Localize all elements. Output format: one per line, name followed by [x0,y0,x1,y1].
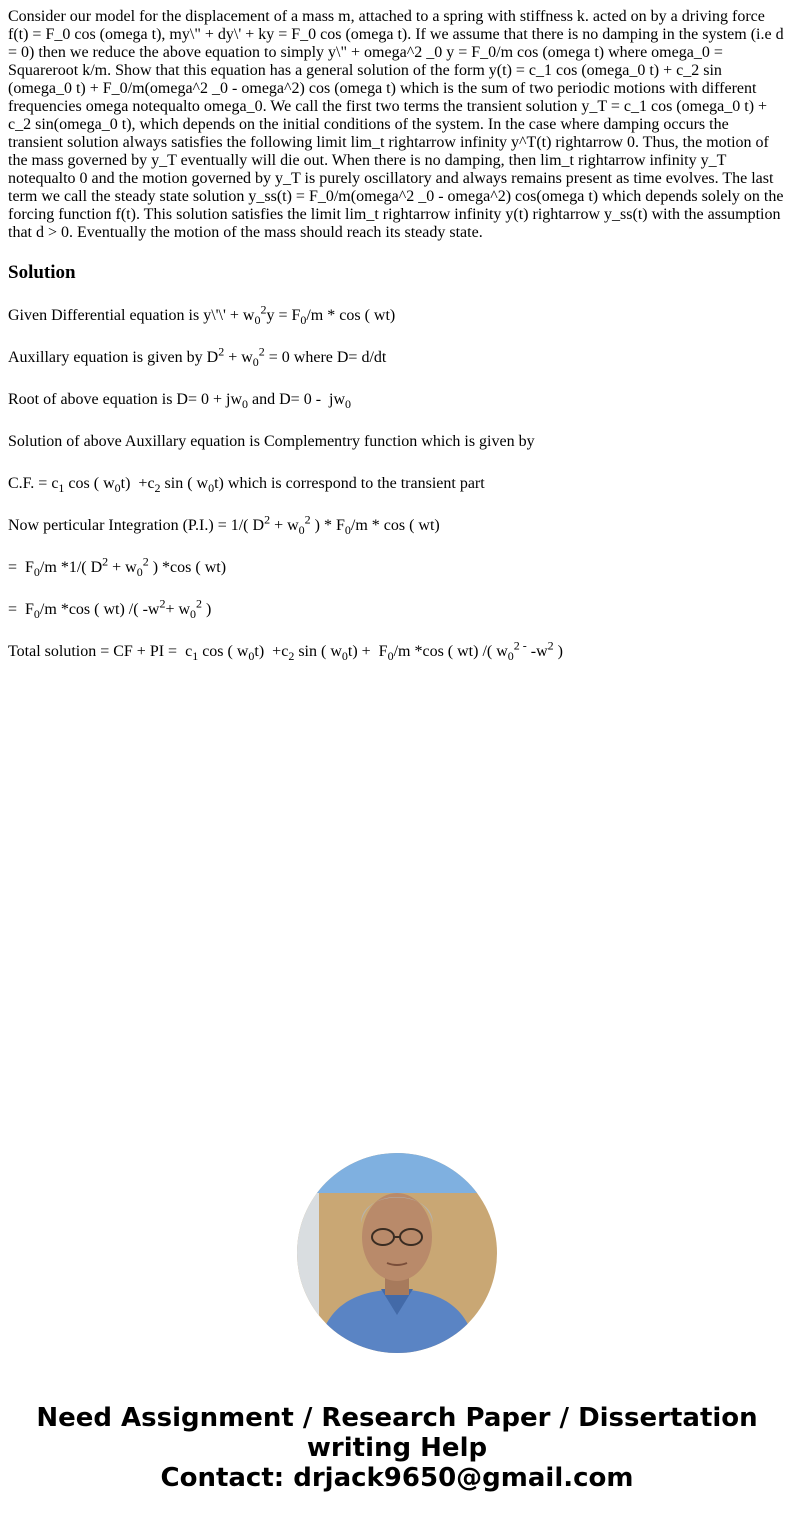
solution-steps [8,304,786,664]
portrait-image [297,1153,497,1353]
solution-step: Now perticular Integration (P.I.) = 1/( $D^2 + w_0^2$ ) * $F_0/m$ * cos ( wt) [8,512,440,538]
solution-step: = $F_0/m$ *1/( $D^2 + w_0^2$ ) *cos ( wt) [8,554,227,580]
footer-line-1: Need Assignment / Research Paper / Dissertation [36,1403,758,1433]
document-body [8,8,786,682]
solution-step: C.F. = $c_1$ cos ( $w_0t) +c_2$ sin ( $w_0t$) which is correspond to the transient part [8,475,485,496]
footer-call-to-action [0,1403,794,1493]
solution-step: Total solution = CF + PI = $c_1$ cos ( $w_0t) +c_2$ sin ( $w_0t) + F_0/m$ *cos ( wt) /( $w_0^{2 -}$ $-w^2$ ) [8,638,563,664]
footer-line-3: Contact: drjack9650@gmail.com [160,1463,634,1493]
solution-step: Root of above equation is $D= 0 + jw_0$ and $D= 0 - jw_0$ [8,391,352,412]
solution-step: = $F_0/m$ *cos ( wt) /( $-w^2+ w_0^2$ ) [8,596,212,622]
author-portrait-icon [297,1153,497,1353]
portrait-sky [297,1153,497,1193]
solution-heading: Solution [8,262,76,283]
solution-step: Solution of above Auxillary equation is Complementry function which is given by [8,433,535,450]
question-text: Consider our model for the displacement of a mass m, attached to a spring with stiffness k. acted on by a driving force f(t) = F_0 cos (omega t), my\" + dy\' + ky = F_0 cos (omega t). If we assume that there is no damping in the system (i.e d = 0) then we reduce the above equation to simply y\" + omega^2 _0 y = F_0/m cos (omega t) where omega_0 = Squareroot k/m. Show that this equation has a general solution of the form y(t) = c_1 cos (omega_0 t) + c_2 sin (omega_0 t) + F_0/m(omega^2 _0 - omega^2) cos (omega t) which is the sum of two periodic motions with different frequencies omega notequalto omega_0. We call the first two terms the transient solution y_T = c_1 cos (omega_0 t) + c_2 sin(omega_0 t), which depends on the initial conditions of the system. In the case where damping occurs the transient solution always satisfies the following limit lim_t rightarrow infinity y^T(t) rightarrow 0. Thus, the motion of the mass governed by y_T eventually will die out. When there is no damping, then lim_t rightarrow infinity y_T notequalto 0 and the motion governed by y_T is purely oscillatory and always remains present as time evolves. The last term we call the steady state solution y_ss(t) = F_0/m(omega^2 _0 - omega^2) cos(omega t) which depends solely on the forcing function f(t). This solution satisfies the limit lim_t rightarrow infinity y(t) rightarrow y_ss(t) with the assumption that d > 0. Eventually the motion of the mass should reach its steady state. [8,8,784,241]
solution-step: Auxillary equation is given by $D^2 + w_0^2 = 0$ where D= d/dt [8,344,387,370]
portrait-wall [297,1193,319,1353]
solution-step: Given Differential equation is y\'\' + $w_0^2y = F_0/m * \cos$ ( wt) [8,302,396,328]
footer-line-2: writing Help [306,1433,488,1463]
